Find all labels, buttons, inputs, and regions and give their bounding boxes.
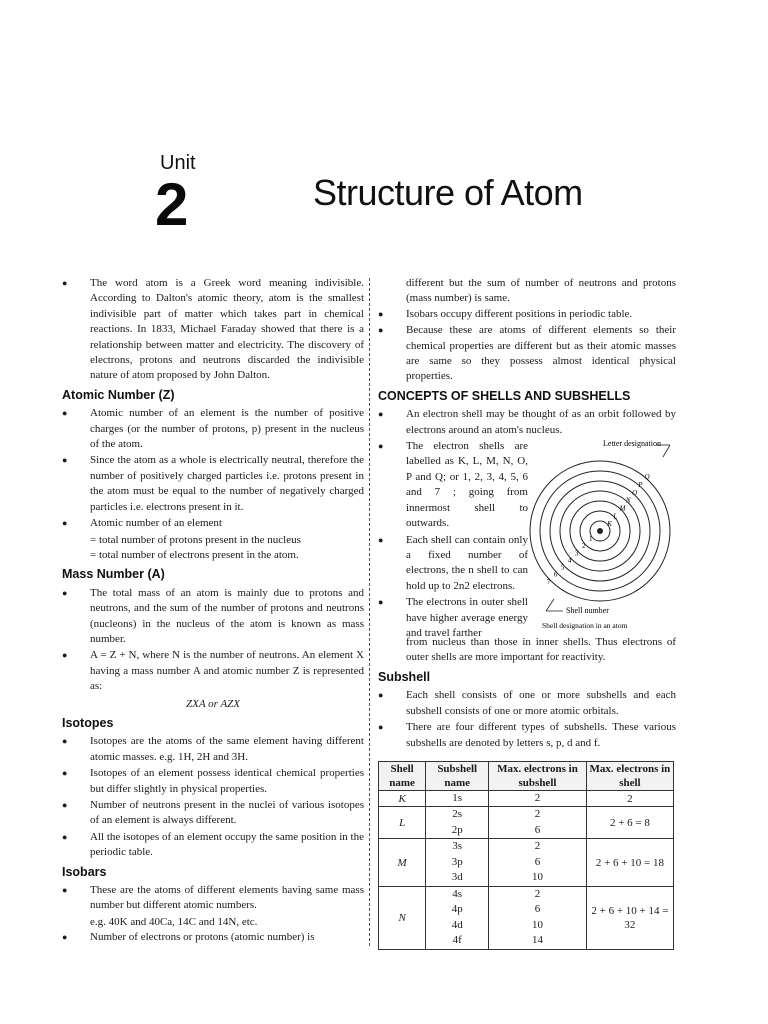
list-item: ● Atomic number of an element is the number of positive charges (or the number of protons, p) present in the nucleus of the atom.: [62, 406, 364, 452]
shell-letter: O: [632, 488, 638, 497]
equation-line: = total number of electrons present in the atom.: [90, 548, 299, 561]
shell-number: 5: [560, 563, 565, 572]
shell-number-label: Shell number: [566, 606, 609, 616]
table-cell: [489, 807, 587, 839]
cell-line: 2: [534, 791, 541, 804]
list-item: ● Number of neutrons present in the nuclei of various isotopes of an element is always different.: [62, 798, 364, 829]
cell-line: 10: [531, 871, 543, 884]
cell-line: 2: [534, 808, 541, 821]
column-header: Max. electrons in shell: [586, 761, 673, 790]
list-item: ● Each shell can contain only a fixed number of electrons, the n shell to can hold up to 2n2 electrons.: [378, 533, 528, 595]
shell-number: 7: [546, 577, 551, 586]
subshell-table: [378, 761, 674, 950]
cell-line: 10: [531, 918, 543, 931]
table-cell: [489, 886, 587, 949]
shells-section: [378, 439, 676, 639]
list-item: ● The electrons in outer shell have higher average energy and travel farther: [378, 595, 528, 641]
shells-heading: CONCEPTS OF SHELLS AND SUBSHELLS: [378, 388, 631, 403]
cell-line: 1s: [452, 791, 463, 804]
shell-diagram-svg: [528, 439, 678, 635]
atomic-number-heading: Atomic Number (Z): [62, 387, 175, 402]
diagram-caption: Shell designation in an atom: [542, 621, 628, 631]
cell-line: 3d: [451, 871, 463, 884]
column-header: Shell name: [379, 761, 426, 790]
shell-letter: M: [619, 504, 626, 513]
list-item: ● Because these are atoms of different elements so their chemical properties are different but as their atomic masses are same so they possess almost identical physical properties.: [378, 323, 676, 385]
shell-rings: [530, 461, 670, 601]
table-cell: 2 + 6 + 10 = 18: [586, 839, 673, 887]
shell-number: 1: [588, 535, 593, 544]
table-cell: 2: [586, 790, 673, 807]
list-item: ● The total mass of an atom is mainly due to protons and neutrons, and the sum of the number of protons and neutrons (nucleons) in the nucleus of the atom is known as mass number.: [62, 586, 364, 648]
shell-letter: N: [625, 496, 631, 505]
column-header: Max. electrons in subshell: [489, 761, 587, 790]
nucleus: [597, 528, 603, 534]
shell-letter: P: [638, 481, 643, 490]
cell-line: 2s: [452, 808, 463, 821]
left-column: [62, 276, 364, 947]
cell-line: 4s: [452, 887, 463, 900]
isobars-heading: Isobars: [62, 864, 107, 879]
list-item: ● Isotopes of an element possess identical chemical properties but differ slightly in physical properties.: [62, 766, 364, 797]
list-item: ● All the isotopes of an element occupy the same position in the periodic table.: [62, 830, 364, 861]
mass-notation: ZXA or AZX: [186, 697, 240, 710]
column-divider: [369, 278, 371, 946]
list-item: ● Atomic number of an element: [62, 516, 364, 531]
shell-letter: K: [607, 520, 612, 529]
isobar-example: e.g. 40K and 40Ca, 14C and 14N, etc.: [90, 915, 258, 928]
list-item: ● Each shell consists of one or more subshells and each subshell consists of one or more atomic orbitals.: [378, 688, 676, 719]
cell-line: 4d: [451, 918, 463, 931]
cell-line: 14: [531, 934, 543, 947]
list-item: ● Number of electrons or protons (atomic number) is: [62, 930, 364, 945]
table-cell: [426, 807, 489, 839]
table-cell: K: [379, 790, 426, 807]
cell-line: 3p: [451, 855, 463, 868]
table-cell: L: [379, 807, 426, 839]
cell-line: 6: [534, 823, 541, 836]
table-header-row: [379, 761, 674, 790]
isobar-continuation: different but the sum of number of neutrons and protons (mass number) is same.: [406, 277, 676, 305]
equation-line: = total number of protons present in the nucleus: [90, 533, 301, 546]
letter-designation-label: Letter designation: [603, 439, 661, 449]
isotopes-heading: Isotopes: [62, 715, 114, 730]
shell-diagram: [528, 439, 678, 635]
shell-number: 2: [581, 542, 586, 551]
table-cell: [426, 886, 489, 949]
intro-paragraph: ● The word atom is a Greek word meaning indivisible. According to Dalton's atomic theory, atom is the smallest indivisible part of matter which takes part in chemical reactions. In 1833, Michael Faraday showed that there is a relationship between matter and electricity. The discovery of electrons, protons and neutrons discarded the indivisible nature of atom proposed by John Dalton.: [62, 276, 364, 384]
list-item: ● The electron shells are labelled as K, L, M, N, O, P and Q; or 1, 2, 3, 4, 5, 6 and 7 ; going from innermost shell to outwards.: [378, 439, 528, 531]
list-item: ● Isobars occupy different positions in periodic table.: [378, 307, 676, 322]
shell-letter: L: [613, 512, 618, 521]
cell-line: 4p: [451, 903, 463, 916]
subshell-heading: Subshell: [378, 669, 431, 684]
list-item: ● An electron shell may be thought of as an orbit followed by electrons around an atom's nucleus.: [378, 407, 676, 438]
table-cell: 2 + 6 + 10 + 14 = 32: [586, 886, 673, 949]
table-cell: N: [379, 886, 426, 949]
list-item: ● Since the atom as a whole is electrically neutral, therefore the number of positively charged particles i.e. protons present in the atom must be equal to the number of negatively charged particles i.e. electrons present in it.: [62, 453, 364, 515]
cell-line: 2: [534, 887, 541, 900]
table-row: [379, 790, 674, 807]
right-column: [378, 276, 676, 950]
shell-letter: Q: [644, 473, 650, 482]
table-cell: M: [379, 839, 426, 887]
cell-line: 6: [534, 855, 541, 868]
shell-number: 6: [553, 570, 558, 579]
table-body: [379, 790, 674, 949]
list-item: ● There are four different types of subshells. These various subshells are denoted by letters s, p, d and f.: [378, 720, 676, 751]
unit-number: 2: [155, 171, 189, 238]
shell-number: 3: [574, 549, 579, 558]
table-cell: [426, 839, 489, 887]
shells-continuation: from nucleus than those in inner shells. Thus electrons of outer shells are more important for reactivity.: [406, 636, 676, 664]
list-item: ● These are the atoms of different elements having same mass number but different atomic numbers.: [62, 883, 364, 914]
arrow-icon: [663, 445, 670, 457]
table-cell: [489, 839, 587, 887]
table-cell: 2 + 6 = 8: [586, 807, 673, 839]
table-row: [379, 839, 674, 887]
mass-number-heading: Mass Number (A): [62, 567, 165, 582]
table-cell: [489, 790, 587, 807]
cell-line: 2p: [451, 823, 463, 836]
table-row: [379, 886, 674, 949]
cell-line: 6: [534, 903, 541, 916]
list-item: ● Isotopes are the atoms of the same element having different atomic masses. e.g. 1H, 2H and 3H.: [62, 734, 364, 765]
cell-line: 4f: [452, 934, 462, 947]
column-header: Subshell name: [426, 761, 489, 790]
table-row: [379, 807, 674, 839]
unit-label: Unit: [160, 152, 196, 174]
cell-line: 3s: [452, 840, 463, 853]
cell-line: 2: [534, 840, 541, 853]
table-cell: [426, 790, 489, 807]
shell-number: 4: [567, 556, 572, 565]
chapter-title: Structure of Atom: [313, 172, 583, 213]
list-item: ● A = Z + N, where N is the number of neutrons. An element X having a mass number A and atomic number Z is represented as:: [62, 648, 364, 694]
